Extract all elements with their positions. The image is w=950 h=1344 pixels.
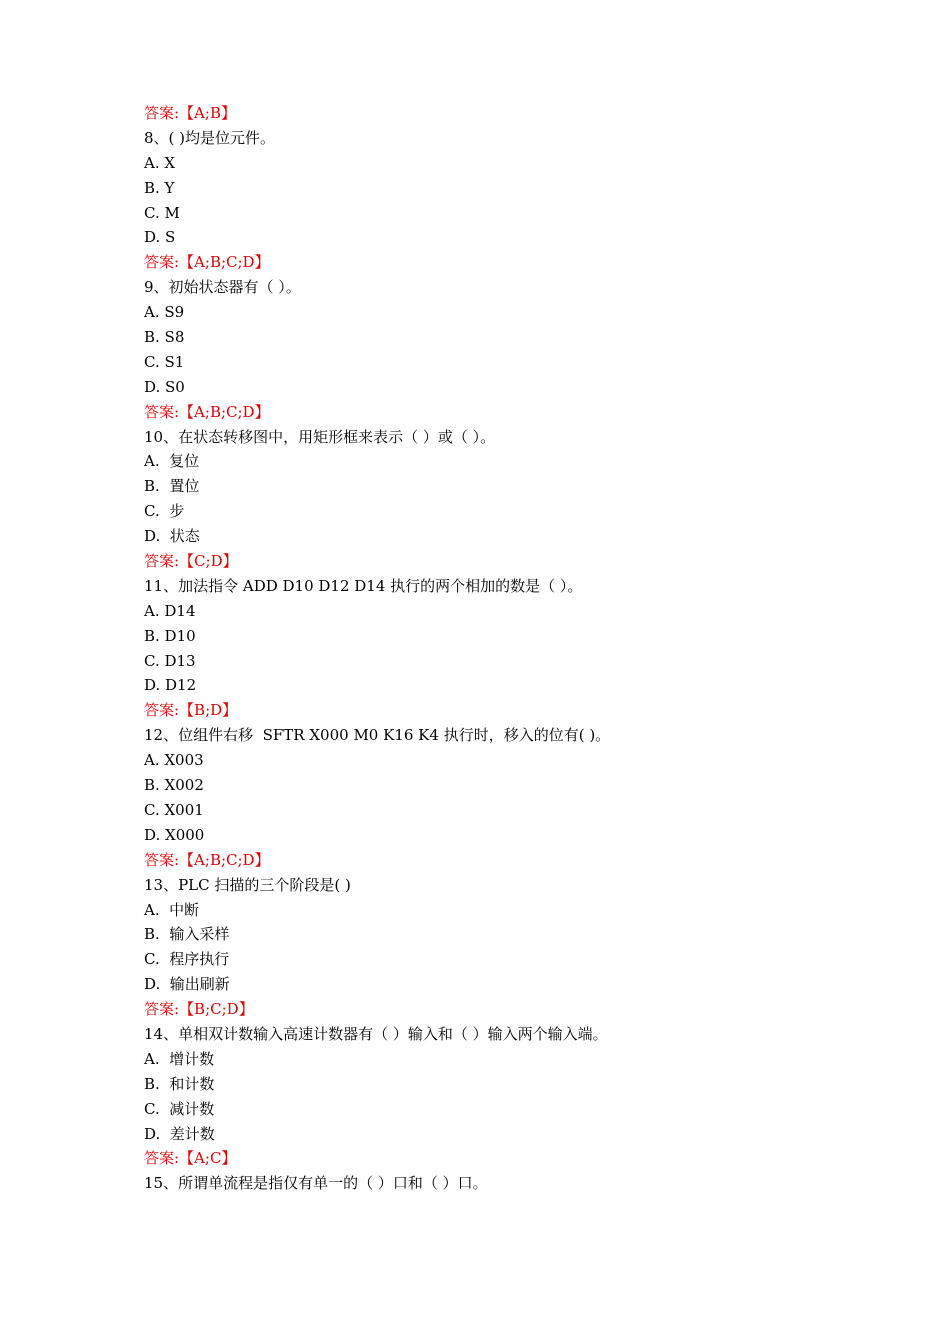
option-line: C. D13 bbox=[144, 651, 196, 670]
answer-line: 答案:【B;C;D】 bbox=[144, 1000, 254, 1019]
option-line: B. Y bbox=[144, 178, 175, 197]
option-line: C. 程序执行 bbox=[144, 950, 230, 969]
answer-line: 答案:【A;B;C;D】 bbox=[144, 402, 270, 421]
option-line: B. 输入采样 bbox=[144, 925, 230, 944]
option-line: A. X003 bbox=[144, 751, 204, 770]
option-line: D. 输出刷新 bbox=[144, 975, 230, 994]
option-line: B. S8 bbox=[144, 328, 185, 347]
option-line: C. 减计数 bbox=[144, 1099, 215, 1118]
question-text: 15、所谓单流程是指仅有单一的（ ）口和（ ）口。 bbox=[144, 1174, 488, 1193]
option-line: C. M bbox=[144, 203, 180, 222]
option-line: B. D10 bbox=[144, 626, 196, 645]
answer-line: 答案:【A;B;C;D】 bbox=[144, 850, 270, 869]
question-text: 8、( )均是位元件。 bbox=[144, 128, 276, 147]
option-line: C. X001 bbox=[144, 800, 204, 819]
question-text: 14、单相双计数输入高速计数器有（ ）输入和（ ）输入两个输入端。 bbox=[144, 1024, 608, 1043]
option-line: D. 状态 bbox=[144, 527, 200, 546]
option-line: B. 置位 bbox=[144, 477, 200, 496]
answer-line: 答案:【A;B】 bbox=[144, 104, 236, 122]
option-line: D. X000 bbox=[144, 825, 205, 844]
option-line: A. S9 bbox=[144, 303, 185, 322]
option-line: D. S0 bbox=[144, 377, 185, 396]
question-text: 9、初始状态器有（ ）。 bbox=[144, 278, 301, 297]
option-line: B. X002 bbox=[144, 776, 204, 795]
option-line: D. S bbox=[144, 228, 176, 247]
option-line: C. 步 bbox=[144, 502, 185, 521]
option-line: A. 中断 bbox=[144, 900, 200, 919]
option-line: C. S1 bbox=[144, 352, 185, 371]
option-line: B. 和计数 bbox=[144, 1074, 215, 1093]
option-line: A. X bbox=[144, 153, 176, 172]
question-text: 13、PLC 扫描的三个阶段是( ) bbox=[144, 875, 351, 894]
option-line: D. 差计数 bbox=[144, 1124, 215, 1143]
answer-line: 答案:【B;D】 bbox=[144, 701, 238, 720]
answer-line: 答案:【C;D】 bbox=[144, 552, 238, 571]
option-line: A. 复位 bbox=[144, 452, 200, 471]
question-text: 12、位组件右移 SFTR X000 M0 K16 K4 执行时，移入的位有( )。 bbox=[144, 726, 611, 745]
question-text: 10、在状态转移图中，用矩形框来表示（ ）或（ ）。 bbox=[144, 427, 496, 446]
answer-line: 答案:【A;B;C;D】 bbox=[144, 253, 270, 272]
option-line: D. D12 bbox=[144, 676, 197, 695]
option-line: A. 增计数 bbox=[144, 1049, 215, 1068]
quiz-content bbox=[144, 101, 844, 1196]
option-line: A. D14 bbox=[144, 601, 196, 620]
question-text: 11、加法指令 ADD D10 D12 D14 执行的两个相加的数是（ ）。 bbox=[144, 576, 583, 595]
answer-line: 答案:【A;C】 bbox=[144, 1149, 237, 1168]
